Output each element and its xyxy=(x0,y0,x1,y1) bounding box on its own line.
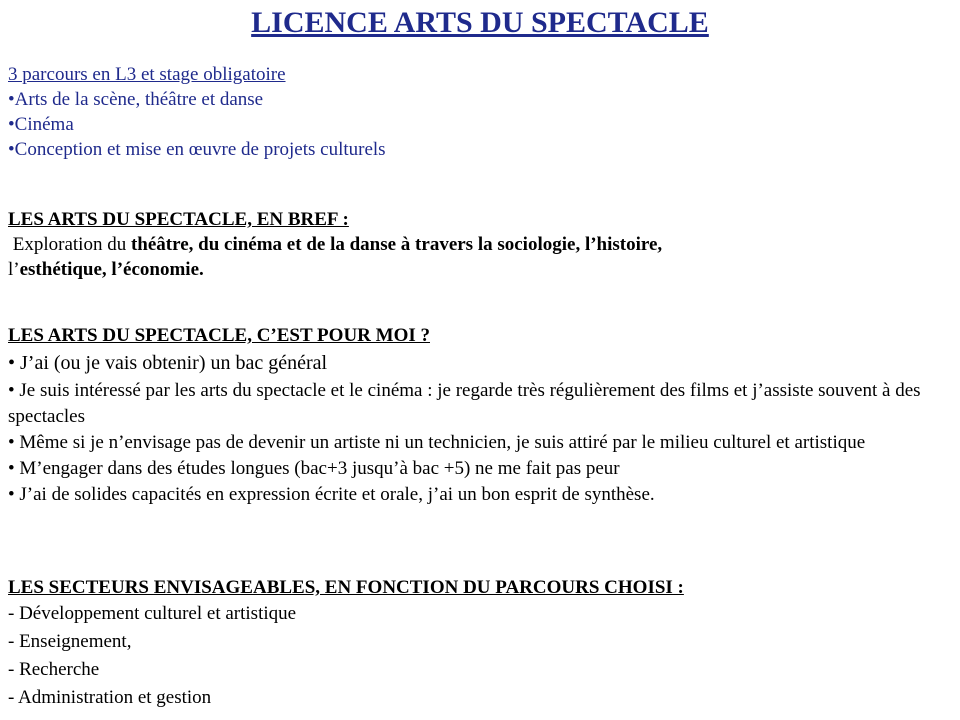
parcours-item: •Cinéma xyxy=(8,114,74,135)
pour-moi-item: • J’ai de solides capacités en expression écrite et orale, j’ai un bon esprit de synthèse. xyxy=(8,484,655,505)
parcours-section xyxy=(8,62,953,162)
bref-bold-1: théâtre, du cinéma et de la danse à travers la sociologie, l’histoire, xyxy=(130,234,663,255)
pour-moi-item: • M’engager dans des études longues (bac+3 jusqu’à bac +5) ne me fait pas peur xyxy=(8,458,620,479)
bref-section xyxy=(8,207,953,282)
secteurs-item: - Enseignement, xyxy=(8,631,132,652)
bref-intro: Exploration du xyxy=(8,234,131,255)
parcours-heading: 3 parcours en L3 et stage obligatoire xyxy=(8,64,286,85)
page-title: LICENCE ARTS DU SPECTACLE xyxy=(251,6,709,39)
secteurs-item: - Recherche xyxy=(8,659,100,680)
parcours-item: •Arts de la scène, théâtre et danse xyxy=(8,89,264,110)
secteurs-item: - Administration et gestion xyxy=(8,687,212,708)
bref-text-line-2 xyxy=(8,257,953,282)
pour-moi-heading: LES ARTS DU SPECTACLE, C’EST POUR MOI ? xyxy=(8,325,430,346)
bref-text-line-1 xyxy=(8,232,953,257)
pour-moi-item: • J’ai (ou je vais obtenir) un bac général xyxy=(8,352,328,374)
pour-moi-item: • Même si je n’envisage pas de devenir un artiste ni un technicien, je suis attiré par le milieu culturel et artistique xyxy=(8,432,866,453)
pour-moi-item: • Je suis intéressé par les arts du spectacle et le cinéma : je regarde très régulièrement des films et j’assiste souvent à des spectacles xyxy=(8,380,921,427)
secteurs-heading: LES SECTEURS ENVISAGEABLES, EN FONCTION DU PARCOURS CHOISI : xyxy=(8,577,684,598)
parcours-item: •Conception et mise en œuvre de projets culturels xyxy=(8,139,386,160)
secteurs-section xyxy=(8,575,953,712)
bref-heading: LES ARTS DU SPECTACLE, EN BREF : xyxy=(8,209,349,230)
pour-moi-section xyxy=(8,323,953,508)
bref-l: l’ xyxy=(8,259,20,280)
secteurs-item: - Développement culturel et artistique xyxy=(8,603,297,624)
bref-bold-2: esthétique, l’économie. xyxy=(19,259,204,280)
